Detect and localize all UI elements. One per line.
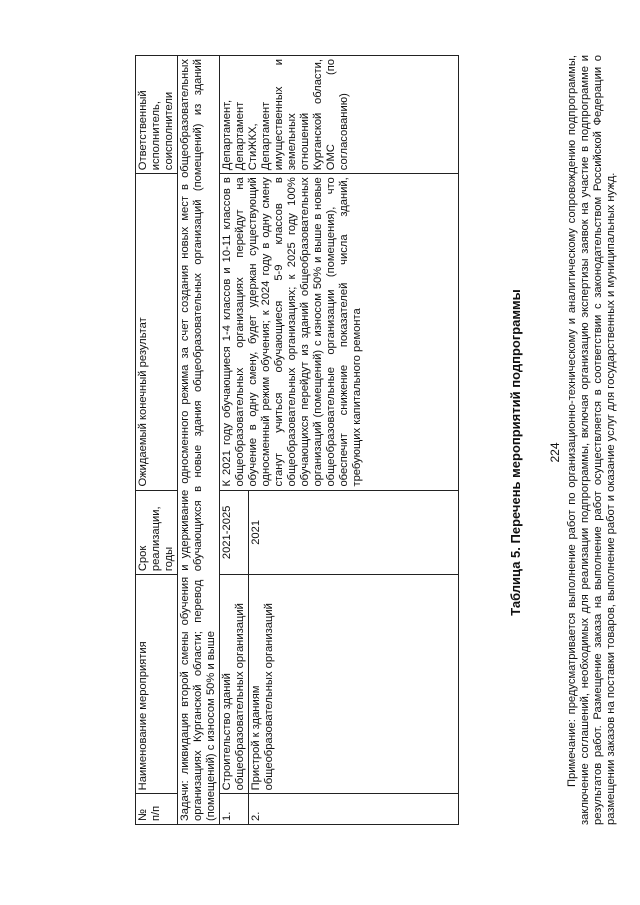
measures-table — [135, 55, 459, 825]
row-term: 2021-2025 — [220, 490, 249, 575]
page-number: 224 — [548, 442, 562, 463]
table-header-row — [136, 56, 178, 825]
header-result: Ожидаемый конечный результат — [136, 174, 178, 490]
tasks-cell: Задачи: ликвидация второй смены обучения и удерживание односменного режима за счет создания новых мест в общеобразовательных организациях Курганской области; перевод обучающихся в новые здания общеобразовательных организаций (помещений) из зданий (помещений) с износом 50% и выше — [178, 56, 220, 825]
result-cell: К 2021 году обучающиеся 1-4 классов и 10-11 классов в общеобразовательных организациях перейдут на обучение в одну смену, будет удержан существующий односменный режим обучения; к 2024 году в одну смену станут учиться обучающиеся 5-9 классов в общеобразовательных организациях; к 2025 году 100% обучающихся перейдут из зданий общеобразовательных организаций (помещений) с износом 50% и выше в новые общеобразовательные организации (помещения), что обеспечит снижение показателей числа зданий, требующих капитального ремонта — [220, 174, 459, 490]
table-row — [220, 56, 249, 825]
note-paragraph: Примечание: предусматривается выполнение работ по организационно-техническому и аналитическому сопровождению подпрограммы, заключение соглашений, необходимых для реализации подпрограммы, включая организацию экспертизы заявок на участие в подпрограмме и результатов работ. Размещение заказа на выполнение работ осуществляется в соответствии с законодательством Российской Федерации о размещении заказов на поставки товаров, выполнение работ и оказание услуг для государственных и муниципальных нужд. — [566, 55, 617, 825]
tasks-row — [178, 56, 220, 825]
header-num: № п/п — [136, 794, 178, 825]
row-name: Строительство зданий общеобразовательных организаций — [220, 575, 249, 794]
row-name: Пристрой к зданиям общеобразовательных организаций — [249, 575, 459, 794]
header-term: Срок реализации, годы — [136, 490, 178, 575]
responsible-cell: Департамент, Департамент СтиЖКХ, Департамент имущественных и земельных отношений Курганской области, ОМС (по согласованию) — [220, 56, 459, 174]
header-responsible: Ответственный исполнитель, соисполнители — [136, 56, 178, 174]
row-num: 1. — [220, 794, 249, 825]
table-title: Таблица 5. Перечень мероприятий подпрограммы — [508, 289, 523, 616]
header-name: Наименование мероприятия — [136, 575, 178, 794]
row-term: 2021 — [249, 490, 459, 575]
row-num: 2. — [249, 794, 459, 825]
